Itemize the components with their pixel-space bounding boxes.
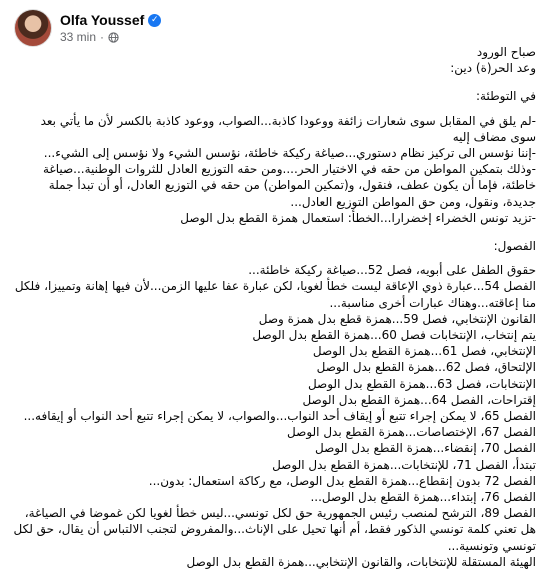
- greeting: صباح الورود: [476, 45, 536, 59]
- author-avatar[interactable]: [14, 9, 52, 47]
- article-item: حقوق الطفل على أبويه، فصل 52...صياغة ركيكة خاطئة...: [248, 263, 536, 278]
- article-item: الفصل 65، لا يمكن إجراء تتبع أو إيقاف أحد النواب...والصواب، لا يمكن إجراء تتبع أحد النواب أو إيقافه...: [23, 409, 536, 424]
- article-item: تبتدأ، الفصل 71، للإنتخابات...همزة القطع بدل الوصل: [272, 457, 536, 472]
- article-item: القانون الإنتخابي، فصل 59...همزة قطع بدل همزة وصل: [258, 311, 536, 326]
- preamble-item: -إننا نؤسس الى تركيز نظام دستوري...صياغة ركيكة خاطئة، نؤسس الشيء ولا نؤسس إلى الشيء...: [43, 146, 536, 161]
- article-item: الإنتخابي، فصل 61...همزة القطع بدل الوصل: [312, 344, 536, 359]
- preamble-item: -تزيد تونس الخضراء إخضرارا...الخطأ: استعمال همزة القطع بدل الوصل: [180, 210, 536, 225]
- section-heading-preamble: في التوطئة:: [475, 89, 536, 104]
- article-item: يتم إنتخاب، الإنتخابات فصل 60...همزة القطع بدل الوصل: [252, 328, 536, 343]
- article-item: الفصل 54...عبارة ذوي الإعاقة ليست خطأ لغويا، لكن عبارة عفا عليها الزمن...لأن فيها إهانة وتمييزا، فلكل منا إعاقته...وهناك عبارات أخرى مناسبة...: [14, 279, 536, 310]
- article-item: الفصل 89، الترشح لمنصب رئيس الجمهورية حق لكل تونسي...ليس خطأ لغويا لكن غموضا في الصياغة، هل تعني كلمة تونسي الذكور فقط، أم أنها تحيل على الإناث...والمفروض لتجنب الالتباس أن يقال، حق لكل تونسي وتونسية...: [13, 506, 536, 553]
- article-item: الهيئة المستقلة للإنتخابات، والقانون الإنتخابي...همزة القطع بدل الوصل: [186, 554, 536, 569]
- post-header: [14, 9, 161, 47]
- article-item: الفصل 76، إبتداء...همزة القطع بدل الوصل...: [310, 490, 536, 505]
- article-item: الإلتحاق، فصل 62...همزة القطع بدل الوصل: [316, 360, 536, 375]
- section-heading-articles: الفصول:: [493, 239, 536, 254]
- article-item: الفصل 72 بدون إنقطاع...همزة القطع بدل الوصل، مع ركاكة استعمال: بدون...: [148, 473, 536, 488]
- post-meta: [60, 12, 161, 44]
- verified-badge-icon: ✓: [148, 14, 161, 27]
- article-item: الفصل 67، الإختصاصات...همزة القطع بدل الوصل: [287, 425, 536, 440]
- timestamp-row: [60, 30, 161, 44]
- author-name[interactable]: Olfa Youssef: [60, 12, 145, 28]
- article-item: الفصل 70، إنقضاء...همزة القطع بدل الوصل: [315, 441, 536, 456]
- preamble-item: -وذلك بتمكين المواطن من حقه في الاختيار الحر....ومن حقه التوزيع العادل للثروات الوطنية...صياغة خاطئة، فإما أن يكون عطف، فنقول، و(تمكين المواطن) من حقه في التوزيع العادل، أو أن تبدأ جملة جديدة، ونقول، ومن حق المواطن التوزيع العادل...: [42, 162, 536, 209]
- article-item: الإنتخابات، فصل 63...همزة القطع بدل الوصل: [307, 376, 536, 391]
- post-time[interactable]: 33 min: [60, 30, 97, 44]
- separator-dot: ·: [100, 30, 105, 44]
- author-row: [60, 12, 161, 28]
- globe-icon: [108, 32, 119, 43]
- intro-line: وعد الحر(ة) دين:: [450, 61, 536, 76]
- article-item: إقتراحات، الفصل 64...همزة القطع بدل الوصل: [302, 392, 536, 407]
- post-body: [12, 44, 536, 570]
- preamble-item: -لم يلق في المقابل سوى شعارات زائفة ووعودا كاذبة...الصواب، ووعود كاذبة بالكسر لأن ما يأتي بعد سوى مضاف إليه: [40, 113, 536, 144]
